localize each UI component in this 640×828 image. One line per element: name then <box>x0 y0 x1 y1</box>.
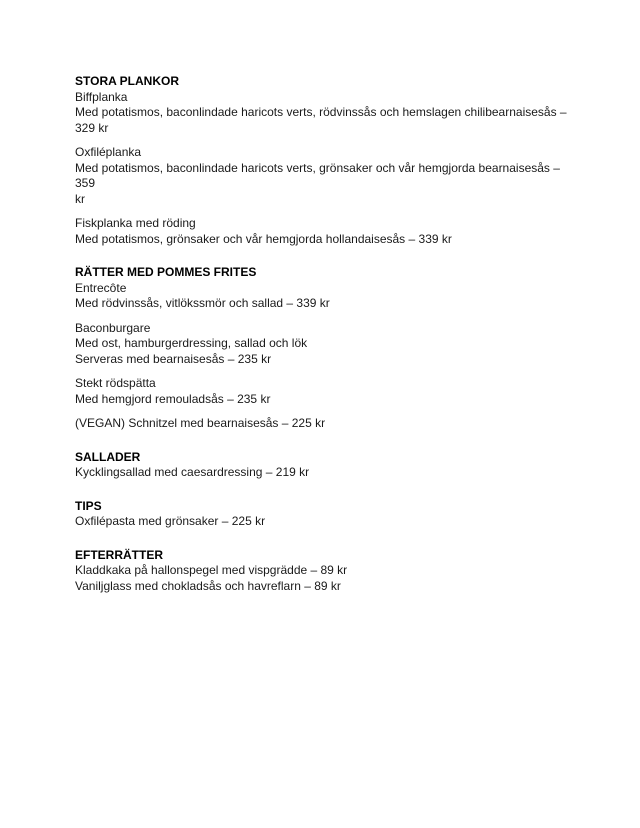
menu-item-stekt-rodspatta <box>75 376 575 407</box>
item-name: Kladdkaka på hallonspegel med vispgrädde – 89 kr <box>75 563 348 577</box>
item-price: 329 kr <box>75 120 109 135</box>
item-name: Oxfiléplanka <box>75 145 142 159</box>
item-description: Med potatismos, baconlindade haricots verts, rödvinssås och hemslagen chilibearnaisesås – <box>75 105 567 119</box>
item-name: Vaniljglass med chokladsås och havreflarn – 89 kr <box>75 578 341 593</box>
item-name: (VEGAN) Schnitzel med bearnaisesås – 225 kr <box>75 416 326 430</box>
section-sallader <box>75 450 575 481</box>
menu-item-vegan-schnitzel <box>75 416 575 432</box>
menu-item-oxfilepasta <box>75 514 575 530</box>
menu-item-oxfileplanka <box>75 145 575 207</box>
menu-item-entrecote <box>75 281 575 312</box>
section-efterratter <box>75 548 575 595</box>
menu-item-fiskplanka <box>75 216 575 247</box>
item-name: Baconburgare <box>75 320 151 335</box>
section-title: SALLADER <box>75 449 141 464</box>
item-name: Oxfilépasta med grönsaker – 225 kr <box>75 514 266 528</box>
item-name: Stekt rödspätta <box>75 376 156 390</box>
section-ratter-med-pommes-frites <box>75 265 575 432</box>
item-price: kr <box>75 191 85 206</box>
item-name: Entrecôte <box>75 280 127 295</box>
menu-item-baconburgare <box>75 321 575 368</box>
section-title: TIPS <box>75 498 102 513</box>
section-stora-plankor <box>75 74 575 247</box>
item-description: Med potatismos, grönsaker och vår hemgjorda hollandaisesås – 339 kr <box>75 231 452 246</box>
item-description: Med rödvinssås, vitlökssmör och sallad – 339 kr <box>75 296 330 310</box>
section-title: EFTERRÄTTER <box>75 547 163 562</box>
menu-document <box>75 74 575 594</box>
section-title: STORA PLANKOR <box>75 74 180 88</box>
item-description: Med potatismos, baconlindade haricots verts, grönsaker och vår hemgjorda bearnaisesås – 359 <box>75 160 564 190</box>
item-name: Biffplanka <box>75 89 128 104</box>
section-tips <box>75 499 575 530</box>
menu-item-desserts <box>75 563 575 594</box>
item-description: Med ost, hamburgerdressing, sallad och lök <box>75 336 308 350</box>
item-description: Med hemgjord remouladsås – 235 kr <box>75 391 271 406</box>
item-name: Fiskplanka med röding <box>75 216 196 230</box>
menu-item-kycklingsallad <box>75 465 575 481</box>
section-title: RÄTTER MED POMMES FRITES <box>75 265 257 279</box>
item-name: Kycklingsallad med caesardressing – 219 kr <box>75 465 310 479</box>
item-description: Serveras med bearnaisesås – 235 kr <box>75 351 272 366</box>
menu-item-biffplanka <box>75 90 575 137</box>
